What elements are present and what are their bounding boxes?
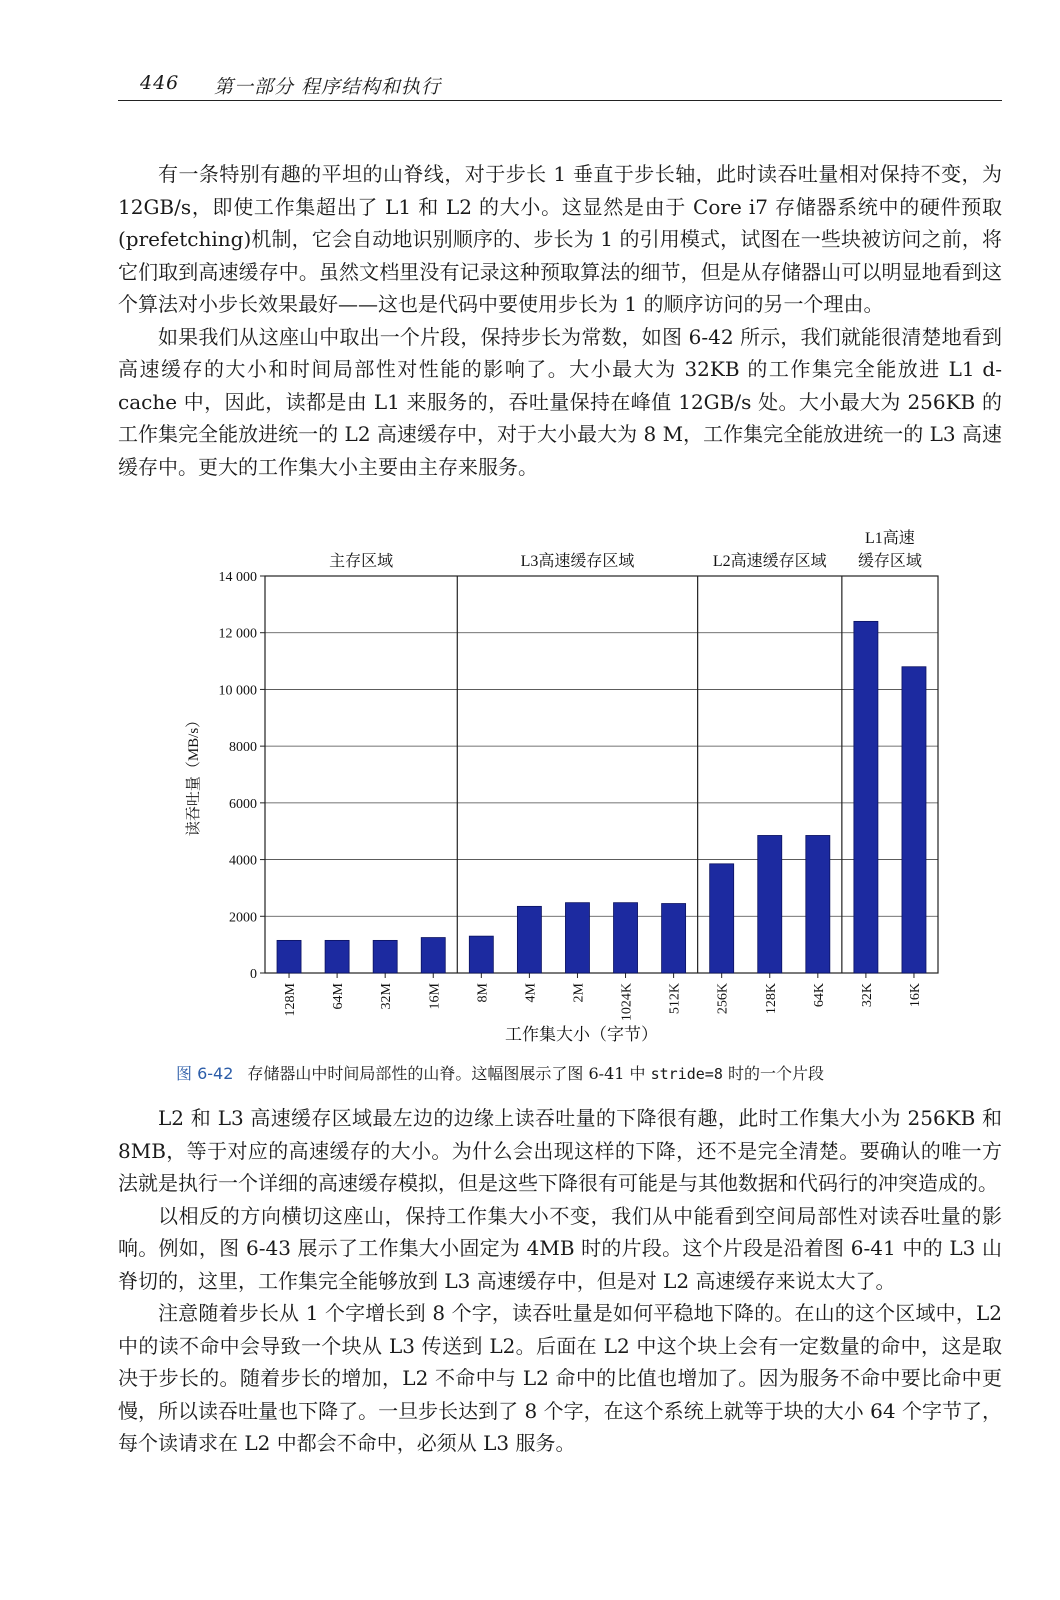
y-axis-label: 读吞吐量（MB/s）: [186, 712, 202, 837]
paragraph: 注意随着步长从 1 个字增长到 8 个字，读吞吐量是如何平稳地下降的。在山的这个区域中，L2 中的读不命中会导致一个块从 L3 传送到 L2。后面在 L2 中这个块上会有一定数量的命中，这是取决于步长的。随着步长的增加，L2 不命中与 L2 命中的比值也增加了。因为服务不命中要比命中更慢，所以读吞吐量也下降了。一旦步长达到了 8 个字，在这个系统上就等于块的大小 64 个字节了，每个读请求在 L2 中都会不命中，必须从 L3 服务。: [118, 1301, 1002, 1455]
x-tick-label: 256K: [715, 983, 731, 1015]
paragraph: 有一条特别有趣的平坦的山脊线，对于步长 1 垂直于步长轴，此时读吞吐量相对保持不变，为 12GB/s，即使工作集超出了 L1 和 L2 的大小。这显然是由于 Core i7 存储器系统中的硬件预取(prefetching)机制，它会自动地识别顺序的、步长为 1 的引用模式，试图在一些块被访问之前，将它们取到高速缓存中。虽然文档里没有记录这种预取算法的细节，但是从存储器山可以明显地看到这个算法对小步长效果最好——这也是代码中要使用步长为 1 的顺序访问的另一个理由。: [118, 162, 1002, 316]
x-tick-label: 2M: [571, 983, 587, 1003]
body-text-bottom: [118, 1102, 1002, 1460]
region-label: 缓存区域: [857, 553, 922, 570]
figure-number: 图 6-42: [176, 1064, 234, 1083]
bar: [421, 938, 445, 973]
x-tick-label: 32M: [379, 983, 395, 1010]
bar: [373, 940, 397, 973]
bar: [469, 936, 493, 973]
x-tick-label: 16K: [907, 983, 923, 1008]
x-tick-label: 1024K: [619, 983, 635, 1022]
x-tick-label: 32K: [859, 983, 875, 1008]
y-tick-label: 14 000: [218, 570, 257, 585]
running-header: [118, 70, 1002, 101]
region-label: L1高速: [865, 530, 915, 547]
paragraph: L2 和 L3 高速缓存区域最左边的边缘上读吞吐量的下降很有趣，此时工作集大小为 256KB 和 8MB，等于对应的高速缓存的大小。为什么会出现这样的下降，还不是完全清楚。要确认的唯一方法就是执行一个详细的高速缓存模拟，但是这些下降很有可能是与其他数据和代码行的冲突造成的。: [118, 1106, 1002, 1195]
chart-grid: [260, 576, 938, 978]
caption-text-end: 时的一个片段: [722, 1064, 824, 1083]
paragraph: 如果我们从这座山中取出一个片段，保持步长为常数，如图 6-42 所示，我们就能很清楚地看到高速缓存的大小和时间局部性对性能的影响了。大小最大为 32KB 的工作集完全能放进 L1 d-cache 中，因此，读都是由 L1 来服务的，吞吐量保持在峰值 12GB/s 处。大小最大为 256KB 的工作集完全能放进统一的 L2 高速缓存中，对于大小最大为 8 M，工作集完全能放进统一的 L3 高速缓存中。更大的工作集大小主要由主存来服务。: [118, 324, 1002, 479]
x-tick-label: 16M: [427, 983, 443, 1010]
x-tick-label: 64K: [811, 983, 827, 1008]
bar: [662, 904, 686, 973]
bar: [565, 903, 589, 973]
bar: [758, 835, 782, 973]
running-title: 第一部分 程序结构和执行: [214, 76, 442, 98]
x-tick-label: 128M: [283, 983, 299, 1017]
x-tick-label: 512K: [667, 983, 683, 1015]
x-tick-label: 128K: [763, 983, 779, 1015]
bar-chart: [170, 522, 960, 1052]
x-tick-label: 4M: [523, 983, 539, 1003]
x-tick-label: 64M: [331, 983, 347, 1010]
y-axis-ticks: [219, 570, 258, 982]
bar: [806, 835, 830, 973]
x-tick-label: 8M: [475, 983, 491, 1003]
bar: [710, 864, 734, 973]
y-tick-label: 10 000: [218, 683, 257, 699]
region-label: 主存区域: [329, 553, 394, 570]
bar: [517, 906, 541, 973]
bar: [854, 621, 878, 973]
y-tick-label: 2000: [229, 910, 257, 926]
page-number: 446: [140, 72, 180, 94]
region-label: L2高速缓存区域: [712, 553, 827, 570]
paragraph: 以相反的方向横切这座山，保持工作集大小不变，我们从中能看到空间局部性对读吞吐量的影响。例如，图 6-43 展示了工作集大小固定为 4MB 时的片段。这个片段是沿着图 6-41 中的 L3 山脊切的，这里，工作集完全能够放到 L3 高速缓存中，但是对 L2 高速缓存来说太大了。: [118, 1203, 1002, 1293]
bar: [325, 940, 349, 973]
caption-text: 存储器山中时间局部性的山脊。这幅图展示了图 6-41 中: [247, 1064, 651, 1083]
y-tick-label: 6000: [229, 796, 257, 812]
body-text-top: [118, 158, 1002, 483]
y-tick-label: 8000: [229, 740, 257, 756]
bar: [614, 903, 638, 973]
y-tick-label: 12 000: [218, 626, 257, 642]
bar: [277, 940, 301, 973]
region-label: L3高速缓存区域: [520, 553, 635, 570]
y-tick-label: 4000: [229, 853, 257, 869]
figure-caption: [176, 1061, 976, 1084]
caption-code: stride=8: [650, 1065, 723, 1083]
x-axis-ticks: [283, 982, 923, 1021]
bar: [902, 667, 926, 973]
region-labels: [329, 528, 922, 570]
x-axis-label: 工作集大小（字节）: [505, 1025, 658, 1044]
y-tick-label: 0: [250, 967, 257, 982]
chart-bars: [277, 621, 926, 973]
plot-frame: [265, 576, 938, 973]
